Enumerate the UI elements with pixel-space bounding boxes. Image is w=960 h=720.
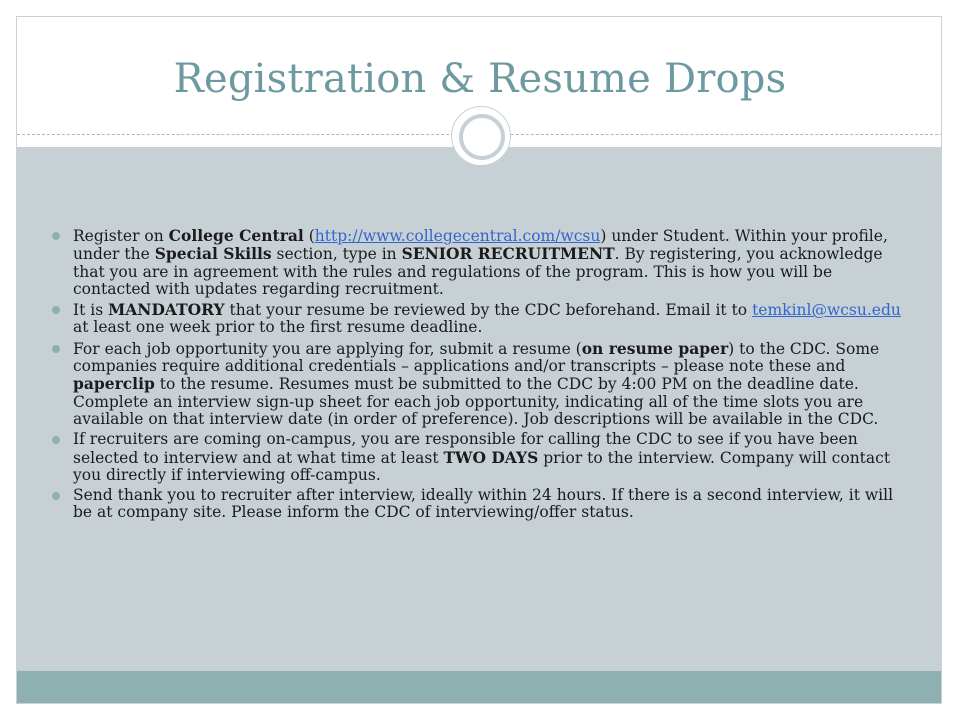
bullet-item [49,487,909,522]
bullet-item [49,227,909,298]
bullet-item [49,431,909,484]
bullet-dot-icon [52,306,60,314]
bold-text: paperclip [73,374,155,394]
bold-text: MANDATORY [108,300,225,320]
text-run: Register on [73,227,169,245]
email-or-url-link[interactable]: http://www.collegecentral.com/wcsu [314,227,601,245]
text-run: ( [303,227,315,245]
footer-bar [17,671,942,704]
bullet-dot-icon [52,436,60,444]
bullet-dot-icon [52,492,60,500]
text-run: Send thank you to recruiter after interview, ideally within 24 hours. If there is a second interview, it will be at company site. Please inform the CDC of interviewing/offer status. [73,486,894,522]
bullet-item [49,340,909,428]
text-run: at least one week prior to the first resume deadline. [73,318,483,337]
bullet-dot-icon [52,345,60,353]
bullet-dot-icon [52,232,60,240]
text-run: to the resume. Resumes must be submitted to the CDC by 4:00 PM on the deadline date. Complete an interview sign-up sheet for each job opportunity, indicating all of the time slots you are available on that interview date (in order of preference). Job descriptions will be available in the CDC. [73,375,879,428]
text-run: section, type in [271,245,402,264]
text-run: For each job opportunity you are applying for, submit a resume ( [73,339,582,358]
text-run: . By registering, you acknowledge that you are in agreement with the rules and regulations of the program. This is how you will be contacted with updates regarding recruitment. [73,245,883,298]
bold-text: SENIOR RECRUITMENT [401,244,615,264]
inner-ring [459,114,505,160]
text-run: ) under Student. Within your profile, under the [73,227,888,264]
content-panel [17,147,942,671]
bold-text: College Central [168,226,304,245]
text-run: prior to the interview. Company will contact you directly if interviewing off-campus. [73,448,891,484]
slide [16,16,942,704]
bold-text: Special Skills [154,244,272,264]
text-run: ) to the CDC. Some companies require additional credentials – applications and/or transcripts – please note these and [73,339,880,376]
bullet-list [49,227,909,525]
bold-text: TWO DAYS [443,447,539,467]
bold-text: on resume paper [581,338,729,358]
double-ring-circle-icon [451,106,511,166]
text-run: If recruiters are coming on-campus, you are responsible for calling the CDC to see if you have been selected to interview and at what time at least [73,430,858,467]
email-or-url-link[interactable]: temkinl@wcsu.edu [752,301,901,320]
slide-title: Registration & Resume Drops [173,56,787,102]
text-run: It is [73,301,109,320]
text-run: that your resume be reviewed by the CDC beforehand. Email it to [224,301,753,320]
bullet-item [49,301,909,337]
